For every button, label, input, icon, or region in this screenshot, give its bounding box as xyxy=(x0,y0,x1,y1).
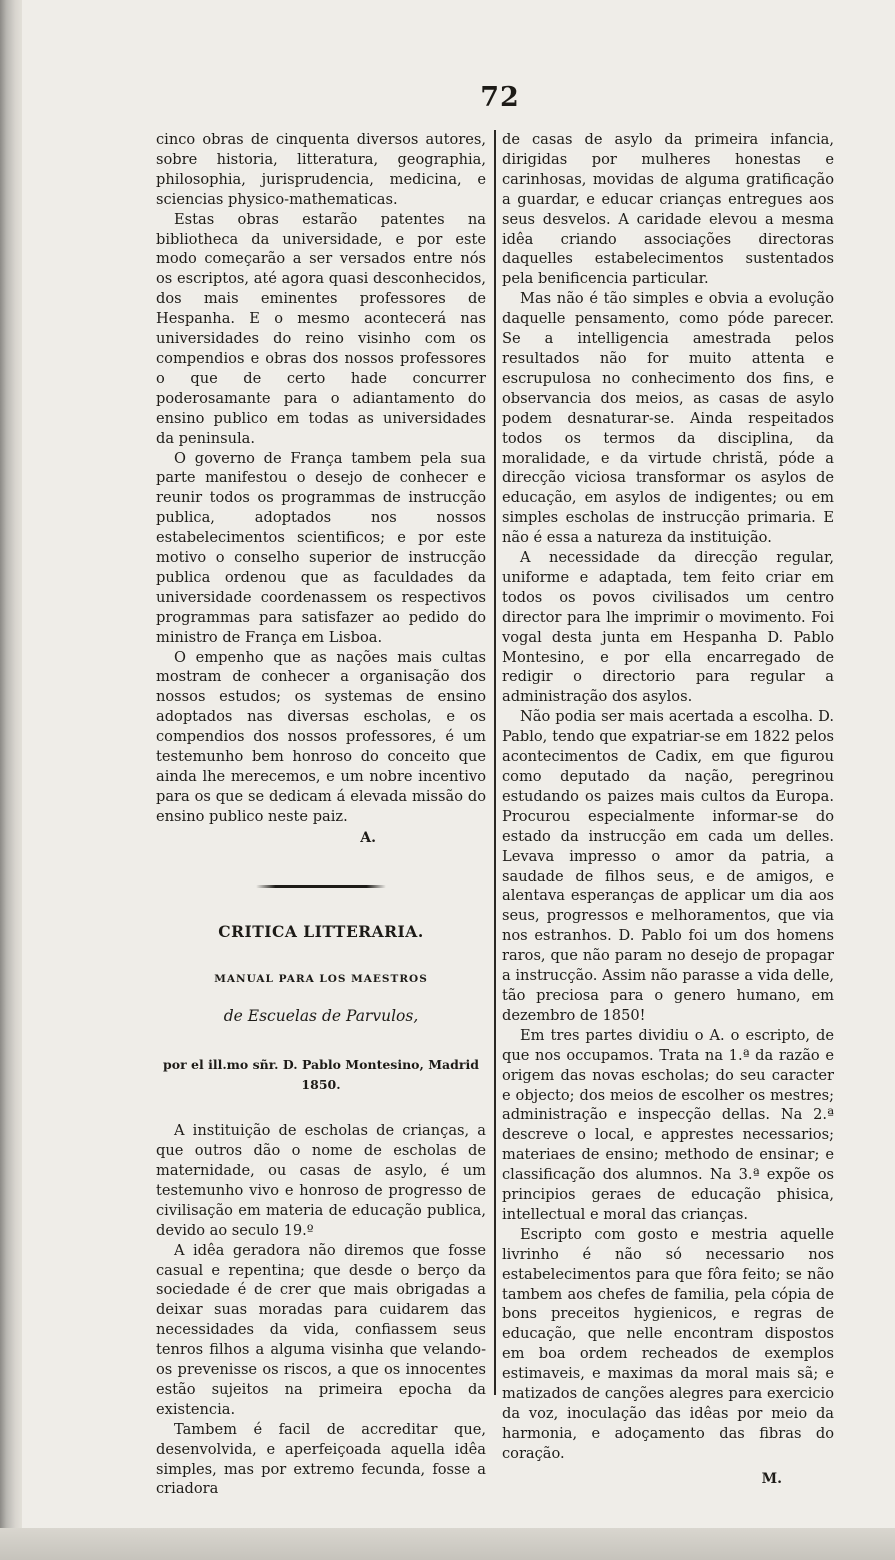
book-author: por el ill.mo sñr. D. Pablo Montesino, Madrid 1850. xyxy=(163,1057,479,1093)
paragraph: Tambem é facil de accreditar que, desenvolvida, e aperfeiçoada aquella idêa simples, mas por extremo fecunda, fosse a criadora xyxy=(156,1420,486,1498)
review-signature: M. xyxy=(761,1470,782,1487)
book-binding-edge xyxy=(0,0,22,1560)
page-number: 72 xyxy=(480,82,520,113)
paragraph: O empenho que as nações mais cultas mostram de conhecer a organisação dos nossos estudos; os systemas de ensino adoptados nas diversas escholas, e os compendios dos nossos professores, é um testemunho bem honroso do conceito que ainda lhe merecemos, e um nobre incentivo para os que se dedicam á elevada missão do ensino publico neste paiz. xyxy=(156,648,486,825)
paragraph: O governo de França tambem pela sua parte manifestou o desejo de conhecer e reunir todos os programmas de instrucção publica, adoptados nos nossos estabelecimentos scientificos; e por este motivo o conselho superior de instrucção publica ordenou que as faculdades da universidade coordenassem os respectivos programmas para satisfazer ao pedido do ministro de França em Lisboa. xyxy=(156,449,486,646)
paragraph: Mas não é tão simples e obvia a evolução daquelle pensamento, como póde parecer. Se a intelligencia amestrada pelos resultados não for muito attenta e escrupulosa no conhecimento dos fins, e observancia dos meios, as casas de asylo podem desnaturar-se. Ainda respeitados todos os termos da disciplina, da moralidade, e da virtude christã, póde a direcção viciosa transformar os asylos de educação, em asylos de indigentes; ou em simples escholas de instrucção primaria. E não é essa a natureza da instituição. xyxy=(502,290,834,547)
page-bottom-edge xyxy=(0,1528,895,1560)
section-rule xyxy=(256,885,386,888)
paragraph: de casas de asylo da primeira infancia, dirigidas por mulheres honestas e carinhosas, movidas de alguma gratificação a guardar, e educar crianças entregues aos seus desvelos. A caridade elevou a mesma idêa criando associações directoras daquelles estabelecimentos sustentados pela benificencia particular. xyxy=(502,131,834,288)
paragraph: cinco obras de cinquenta diversos autores, sobre historia, litteratura, geographia, philosophia, jurisprudencia, medicina, e sciencias physico-mathematicas. xyxy=(156,131,486,208)
paragraph: Escripto com gosto e mestria aquelle livrinho é não só necessario nos estabelecimentos para que fôra feito; se não tambem aos chefes de familia, pela cópia de bons preceitos hygienicos, e regras de educação, que nelle encontram dispostos em boa ordem recheados de exemplos estimaveis, e maximas da moral mais sã; e matizados de canções alegres para exercicio da voz, inoculação das idêas por meio da harmonia, e adoçamento das fibras do coração. xyxy=(502,1225,834,1462)
paragraph: Não podia ser mais acertada a escolha. D. Pablo, tendo que expatriar-se em 1822 pelos acontecimentos de Cadix, em que figurou como deputado da nação, peregrinou estudando os paizes mais cultos da Europa. Procurou especialmente informar-se do estado da instrucção em cada um delles. Levava impresso o amor da patria, a saudade de filhos seus, e de amigos, e alentava esperanças de applicar um dia aos seus, progressos e melhoramentos, que via nos estranhos. D. Pablo foi um dos homens raros, que não param no desejo de propagar a instrucção. Assim não parasse a vida delle, tão preciosa para o genero humano, em dezembro de 1850! xyxy=(502,708,834,1024)
column-divider xyxy=(494,130,496,1395)
book-title: MANUAL PARA LOS MAESTROS xyxy=(214,972,428,985)
paragraph: Em tres partes dividiu o A. o escripto, de que nos occupamos. Trata na 1.ª da razão e origem das novas escholas; do seu caracter e objecto; dos meios de escolher os mestres; administração e inspecção dellas. Na 2.ª descreve o local, e apprestes necessarios; materiaes de ensino; methodo de ensinar; e classificação dos alumnos. Na 3.ª expõe os principios geraes de educação phisica, intellectual e moral das crianças. xyxy=(502,1026,834,1223)
left-column xyxy=(156,130,486,1499)
paragraph: Estas obras estarão patentes na bibliotheca da universidade, e por este modo começarão a ser versados entre nós os escriptos, até agora quasi desconhecidos, dos mais eminentes professores de Hespanha. E o mesmo acontecerá nas universidades do reino visinho com os compendios e obras dos nossos professores o que de certo hade concurrer poderosamante para o adiantamento do ensino publico em todas as universidades da peninsula. xyxy=(156,210,486,447)
paragraph: A necessidade da direcção regular, uniforme e adaptada, tem feito criar em todos os povos civilisados um centro director para lhe imprimir o movimento. Foi vogal desta junta em Hespanha D. Pablo Montesino, e por ella encarregado de redigir o directorio para regular a administração dos asylos. xyxy=(502,549,834,706)
paragraph: A idêa geradora não diremos que fosse casual e repentina; que desde o berço da sociedade é de crer que mais obrigadas a deixar suas moradas para cuidarem das necessidades da vida, confiassem seus tenros filhos a alguma visinha que velando-os prevenisse os riscos, a que os innocentes estão sujeitos na primeira epocha da existencia. xyxy=(156,1241,486,1418)
paragraph: A instituição de escholas de crianças, a que outros dão o nome de escholas de maternidade, ou casas de asylo, é um testemunho vivo e honroso de progresso de civilisação em materia de educação publica, devido ao seculo 19.º xyxy=(156,1122,486,1239)
right-column xyxy=(502,130,834,1490)
article-signature: A. xyxy=(360,829,376,846)
book-subtitle: de Escuelas de Parvulos, xyxy=(223,1007,419,1026)
section-title: CRITICA LITTERARIA. xyxy=(218,921,424,941)
